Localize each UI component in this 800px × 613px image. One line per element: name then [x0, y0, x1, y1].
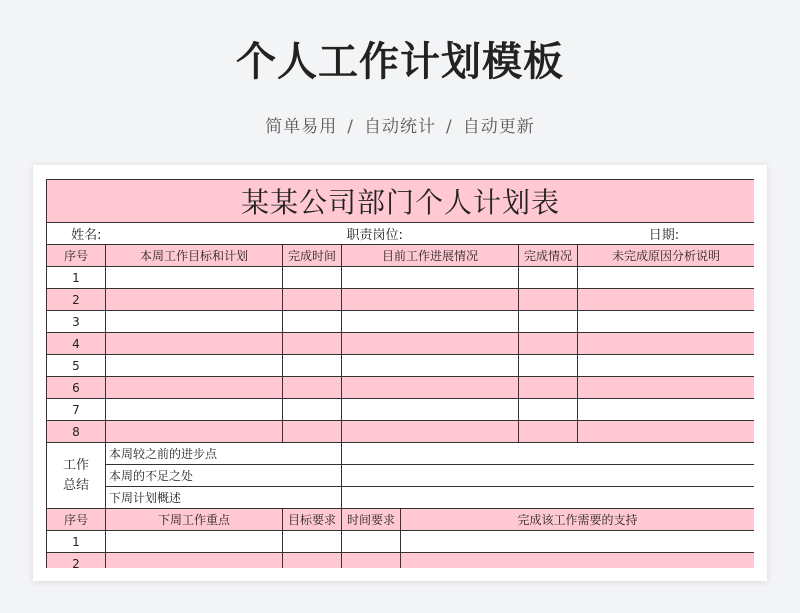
plan-row	[47, 377, 755, 399]
cell[interactable]	[578, 377, 755, 399]
cell[interactable]	[342, 289, 519, 311]
subtitle-item-update: 自动更新	[462, 117, 535, 137]
cell[interactable]	[519, 289, 578, 311]
cell[interactable]	[342, 553, 401, 569]
subtitle-item-easy: 简单易用	[265, 117, 338, 137]
next-header-index: 序号	[47, 509, 106, 531]
row-index: 4	[47, 333, 106, 355]
cell[interactable]	[401, 553, 755, 569]
plan-row	[47, 355, 755, 377]
cell[interactable]	[106, 267, 283, 289]
cell[interactable]	[578, 333, 755, 355]
cell[interactable]	[106, 531, 283, 553]
plan-row	[47, 333, 755, 355]
cell[interactable]	[106, 421, 283, 443]
cell[interactable]	[578, 267, 755, 289]
summary-row	[47, 443, 755, 465]
cell[interactable]	[106, 553, 283, 569]
cell[interactable]	[519, 355, 578, 377]
summary-progress-value[interactable]	[342, 443, 755, 465]
row-index: 1	[47, 267, 106, 289]
sheet-title-row	[47, 180, 755, 223]
summary-row	[47, 465, 755, 487]
cell[interactable]	[342, 333, 519, 355]
cell[interactable]	[342, 377, 519, 399]
cell[interactable]	[519, 377, 578, 399]
plan-row	[47, 289, 755, 311]
cell[interactable]	[106, 289, 283, 311]
plan-row	[47, 421, 755, 443]
work-summary-label-line1: 工作	[62, 457, 89, 473]
next-header-support: 完成该工作需要的支持	[401, 509, 755, 531]
cell[interactable]	[106, 333, 283, 355]
cell[interactable]	[342, 399, 519, 421]
cell[interactable]	[106, 377, 283, 399]
row-index: 2	[47, 289, 106, 311]
plan-table	[46, 179, 754, 568]
cell[interactable]	[106, 355, 283, 377]
template-preview-card	[33, 165, 767, 581]
subtitle-separator: /	[446, 117, 453, 137]
cell[interactable]	[519, 421, 578, 443]
cell[interactable]	[106, 399, 283, 421]
header-index: 序号	[47, 245, 106, 267]
next-week-header-row	[47, 509, 755, 531]
cell[interactable]	[578, 421, 755, 443]
plan-row	[47, 399, 755, 421]
plan-row	[47, 311, 755, 333]
next-header-focus: 下周工作重点	[106, 509, 283, 531]
cell[interactable]	[519, 399, 578, 421]
summary-progress-label: 本周较之前的进步点	[106, 443, 342, 465]
subtitle	[0, 112, 800, 137]
header-weekly-goal: 本周工作目标和计划	[106, 245, 283, 267]
row-index: 1	[47, 531, 106, 553]
position-label: 职责岗位:	[347, 223, 524, 245]
cell[interactable]	[519, 333, 578, 355]
cell[interactable]	[283, 333, 342, 355]
date-label: 日期:	[578, 223, 755, 245]
cell[interactable]	[578, 311, 755, 333]
cell[interactable]	[283, 355, 342, 377]
cell[interactable]	[342, 267, 519, 289]
header-progress: 目前工作进展情况	[342, 245, 519, 267]
work-summary-label-line2: 总结	[62, 477, 89, 493]
cell[interactable]	[401, 531, 755, 553]
cell[interactable]	[283, 267, 342, 289]
cell[interactable]	[283, 289, 342, 311]
next-week-row	[47, 531, 755, 553]
spreadsheet	[46, 179, 754, 568]
cell[interactable]	[283, 421, 342, 443]
sheet-title: 某某公司部门个人计划表	[47, 180, 755, 223]
cell[interactable]	[578, 355, 755, 377]
row-index: 3	[47, 311, 106, 333]
header-finish-time: 完成时间	[283, 245, 342, 267]
row-index: 5	[47, 355, 106, 377]
row-index: 7	[47, 399, 106, 421]
row-index: 8	[47, 421, 106, 443]
plan-row	[47, 267, 755, 289]
cell[interactable]	[283, 377, 342, 399]
summary-row	[47, 487, 755, 509]
header-completion: 完成情况	[519, 245, 578, 267]
name-label: 姓名:	[47, 223, 106, 245]
cell[interactable]	[283, 553, 342, 569]
summary-next-plan-value[interactable]	[342, 487, 755, 509]
cell[interactable]	[342, 311, 519, 333]
header-reason: 未完成原因分析说明	[578, 245, 755, 267]
cell[interactable]	[578, 289, 755, 311]
cell[interactable]	[342, 531, 401, 553]
next-header-target: 目标要求	[283, 509, 342, 531]
cell[interactable]	[519, 267, 578, 289]
cell[interactable]	[519, 311, 578, 333]
page-title: 个人工作计划模板	[236, 39, 564, 85]
cell[interactable]	[578, 399, 755, 421]
subtitle-item-stats: 自动统计	[364, 117, 436, 137]
subtitle-separator: /	[347, 117, 354, 137]
cell[interactable]	[342, 421, 519, 443]
summary-next-plan-label: 下周计划概述	[106, 487, 342, 509]
cell[interactable]	[283, 311, 342, 333]
cell[interactable]	[283, 531, 342, 553]
row-index: 2	[47, 553, 106, 569]
plan-header-row	[47, 245, 755, 267]
next-week-row	[47, 553, 755, 569]
work-summary-label	[47, 443, 106, 509]
cell[interactable]	[283, 399, 342, 421]
cell[interactable]	[106, 311, 283, 333]
next-header-time: 时间要求	[342, 509, 401, 531]
row-index: 6	[47, 377, 106, 399]
summary-shortcoming-value[interactable]	[342, 465, 755, 487]
cell[interactable]	[342, 355, 519, 377]
info-row	[47, 223, 755, 245]
summary-shortcoming-label: 本周的不足之处	[106, 465, 342, 487]
